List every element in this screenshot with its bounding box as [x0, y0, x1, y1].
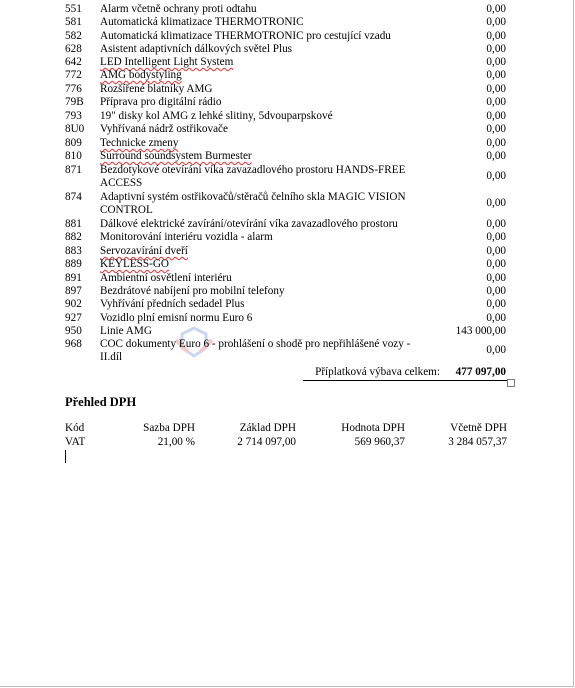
item-description: LED Intelligent Light System — [100, 56, 234, 68]
item-code: 968 — [65, 338, 82, 350]
item-description: Vyhřívaná nádrž ostřikovače — [100, 123, 228, 135]
item-price: 0,00 — [486, 83, 506, 95]
item-code: 8U0 — [65, 123, 85, 135]
table-row — [0, 191, 575, 217]
item-description: Rozšířené blatníky AMG — [100, 83, 213, 95]
item-price: 0,00 — [486, 218, 506, 230]
item-price: 0,00 — [486, 285, 506, 297]
item-description: COC dokumenty Euro 6 - prohlášení o shodě pro nepřihlášené vozy - II.díl — [100, 338, 411, 363]
item-price: 0,00 — [486, 3, 506, 15]
total-underline — [303, 380, 508, 381]
item-price: 0,00 — [486, 258, 506, 270]
item-price: 0,00 — [486, 170, 506, 182]
vat-hodnota: 569 960,37 — [354, 436, 405, 448]
text-cursor[interactable] — [65, 450, 66, 463]
item-description: Servozavírání dveří — [100, 245, 188, 257]
item-price: 0,00 — [486, 312, 506, 324]
vat-header-zaklad: Základ DPH — [239, 422, 296, 434]
item-description: Surround soundsystem Burmester — [100, 150, 252, 162]
item-code: 891 — [65, 272, 82, 284]
item-description: Příprava pro digitální rádio — [100, 96, 222, 108]
table-row — [0, 83, 575, 96]
vat-sazba: 21,00 % — [157, 436, 195, 448]
item-code: 809 — [65, 137, 82, 149]
table-row — [0, 338, 575, 364]
table-row — [0, 43, 575, 56]
item-price: 0,00 — [486, 231, 506, 243]
item-code: 950 — [65, 325, 82, 337]
table-row — [0, 245, 575, 258]
item-description: Alarm včetně ochrany proti odtahu — [100, 3, 257, 15]
table-row — [0, 3, 575, 16]
item-description: Monitorování interiéru vozidla - alarm — [100, 231, 273, 243]
item-code: 582 — [65, 30, 82, 42]
item-code: 776 — [65, 83, 82, 95]
item-price: 143 000,00 — [455, 325, 506, 337]
vat-section-title: Přehled DPH — [65, 395, 137, 409]
vat-header-vcetne: Včetně DPH — [450, 422, 507, 434]
item-code: 871 — [65, 164, 82, 176]
vat-header-sazba: Sazba DPH — [143, 422, 195, 434]
item-price: 0,00 — [486, 272, 506, 284]
item-description: Ambientní osvětlení interiéru — [100, 272, 232, 284]
total-label: Příplatková výbava celkem: — [315, 366, 440, 378]
table-row — [0, 123, 575, 136]
vat-header-hodnota: Hodnota DPH — [341, 422, 405, 434]
item-description: Vyhřívání předních sedadel Plus — [100, 298, 245, 310]
item-code: 551 — [65, 3, 82, 15]
vat-header-kod: Kód — [65, 422, 85, 434]
item-code: 897 — [65, 285, 82, 297]
item-description: Adaptivní systém ostřikovačů/stěračů čelního skla MAGIC VISION CONTROL — [100, 191, 406, 216]
vat-vcetne: 3 284 057,37 — [448, 436, 507, 448]
item-code: 581 — [65, 16, 82, 28]
table-row — [0, 150, 575, 163]
table-row — [0, 218, 575, 231]
item-price: 0,00 — [486, 56, 506, 68]
table-row — [0, 137, 575, 150]
table-row — [0, 30, 575, 43]
table-row — [0, 110, 575, 123]
table-row — [0, 96, 575, 109]
item-code: 882 — [65, 231, 82, 243]
item-code: 772 — [65, 69, 82, 81]
item-price: 0,00 — [486, 137, 506, 149]
item-description: Bezdotykové otevírání víka zavazadlového prostoru HANDS-FREE ACCESS — [100, 164, 406, 189]
table-resize-handle[interactable] — [507, 379, 515, 387]
item-price: 0,00 — [486, 150, 506, 162]
item-price: 0,00 — [486, 344, 506, 356]
item-description: Dálkové elektrické zavírání/otevírání víka zavazadlového prostoru — [100, 218, 398, 230]
item-price: 0,00 — [486, 69, 506, 81]
item-price: 0,00 — [486, 30, 506, 42]
item-code: 642 — [65, 56, 82, 68]
item-code: 889 — [65, 258, 82, 270]
item-price: 0,00 — [486, 16, 506, 28]
table-row — [0, 164, 575, 190]
table-row — [0, 16, 575, 29]
item-price: 0,00 — [486, 197, 506, 209]
item-code: 79B — [65, 96, 84, 108]
item-description: Vozidlo plní emisní normu Euro 6 — [100, 312, 253, 324]
item-description: 19" disky kol AMG z lehké slitiny, 5dvouparpskové — [100, 110, 333, 122]
table-row — [0, 258, 575, 271]
vat-kod: VAT — [65, 436, 86, 448]
item-code: 927 — [65, 312, 82, 324]
item-price: 0,00 — [486, 298, 506, 310]
item-description: KEYLESS-GO — [100, 258, 169, 270]
item-price: 0,00 — [486, 123, 506, 135]
item-description: Automatická klimatizace THERMOTRONIC pro cestující vzadu — [100, 30, 391, 42]
item-description: Automatická klimatizace THERMOTRONIC — [100, 16, 304, 28]
item-code: 874 — [65, 191, 82, 203]
item-price: 0,00 — [486, 110, 506, 122]
table-row — [0, 298, 575, 311]
item-description: AMG bodystyling — [100, 69, 182, 81]
table-row — [0, 285, 575, 298]
item-price: 0,00 — [486, 43, 506, 55]
table-row — [0, 325, 575, 338]
total-value: 477 097,00 — [455, 366, 506, 378]
item-code: 902 — [65, 298, 82, 310]
item-code: 883 — [65, 245, 82, 257]
item-description: Asistent adaptivních dálkových světel Plus — [100, 43, 293, 55]
table-row — [0, 272, 575, 285]
item-code: 628 — [65, 43, 82, 55]
item-code: 810 — [65, 150, 82, 162]
item-code: 793 — [65, 110, 82, 122]
item-description: Bezdrátové nabíjení pro mobilní telefony — [100, 285, 285, 297]
item-price: 0,00 — [486, 96, 506, 108]
item-price: 0,00 — [486, 245, 506, 257]
table-row — [0, 56, 575, 69]
table-row — [0, 69, 575, 82]
table-row — [0, 231, 575, 244]
table-row — [0, 312, 575, 325]
vat-zaklad: 2 714 097,00 — [237, 436, 296, 448]
item-code: 881 — [65, 218, 82, 230]
item-description: Technicke zmeny — [100, 137, 179, 149]
item-description: Linie AMG — [100, 325, 152, 337]
